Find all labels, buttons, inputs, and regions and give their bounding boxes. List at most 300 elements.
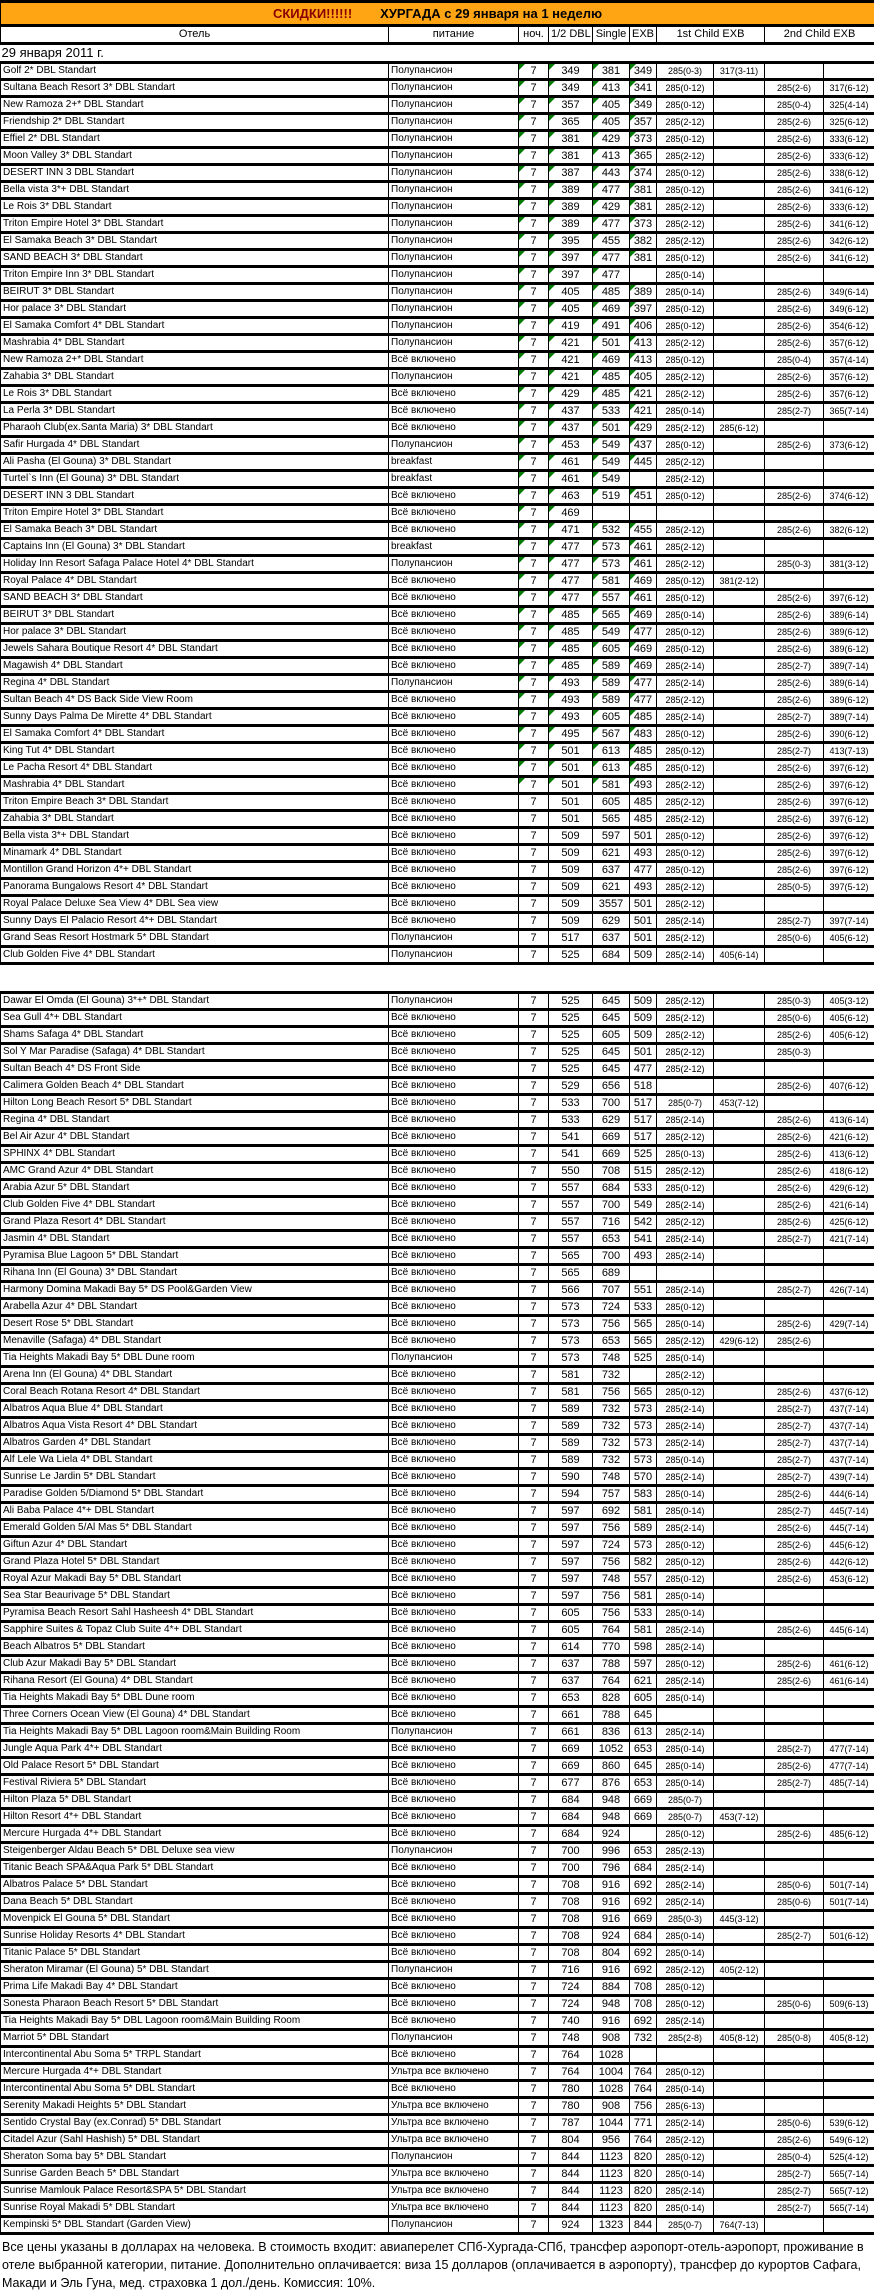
comment-marker-icon bbox=[593, 540, 599, 546]
single-price-cell: 707 bbox=[593, 1282, 630, 1299]
first-child-exb-cell-b bbox=[714, 1588, 765, 1605]
meal-plan-cell: Полупансион bbox=[389, 165, 519, 182]
second-child-exb-cell: 285(2-7) bbox=[765, 1452, 824, 1469]
comment-marker-icon bbox=[519, 438, 525, 444]
comment-marker-icon bbox=[593, 81, 599, 87]
comment-marker-icon bbox=[519, 574, 525, 580]
meal-plan-cell: Ультра все включено bbox=[389, 2132, 519, 2149]
hotel-row bbox=[1, 301, 874, 318]
second-child-exb-cell: 285(2-6) bbox=[765, 1486, 824, 1503]
exb-price-cell: 692 bbox=[630, 1894, 657, 1911]
nights-cell: 7 bbox=[519, 1690, 549, 1707]
first-child-exb-cell-b bbox=[714, 1537, 765, 1554]
nights-cell: 7 bbox=[519, 913, 549, 930]
first-child-exb-cell-b: 317(3-11) bbox=[714, 63, 765, 80]
first-child-exb-cell: 285(0-12) bbox=[657, 1826, 714, 1843]
first-child-exb-cell-b bbox=[714, 2149, 765, 2166]
exb-price-cell: 501 bbox=[630, 896, 657, 913]
first-child-exb-cell-b bbox=[714, 709, 765, 726]
single-price-cell: 916 bbox=[593, 2013, 630, 2030]
first-child-exb-cell: 285(2-12) bbox=[657, 233, 714, 250]
exb-price-cell: 542 bbox=[630, 1214, 657, 1231]
hotel-row bbox=[1, 794, 874, 811]
meal-plan-cell: Всё включено bbox=[389, 1911, 519, 1928]
nights-cell: 7 bbox=[519, 1775, 549, 1792]
half-dbl-price-cell: 581 bbox=[549, 1367, 593, 1384]
nights-cell: 7 bbox=[519, 1996, 549, 2013]
comment-marker-icon bbox=[630, 557, 636, 563]
comment-marker-icon bbox=[549, 200, 555, 206]
hotel-name-cell: Kempinski 5* DBL Standart (Garden View) bbox=[1, 2217, 389, 2234]
second-child-exb-cell: 285(0-8) bbox=[765, 2030, 824, 2047]
second-child-exb-cell bbox=[765, 2217, 824, 2234]
meal-plan-cell: Всё включено bbox=[389, 522, 519, 539]
first-child-exb-cell-b bbox=[714, 1316, 765, 1333]
first-child-exb-cell: 285(0-12) bbox=[657, 182, 714, 199]
hotel-row bbox=[1, 1588, 874, 1605]
nights-cell: 7 bbox=[519, 794, 549, 811]
meal-plan-cell: Всё включено bbox=[389, 624, 519, 641]
second-child-exb-cell: 285(2-6) bbox=[765, 1078, 824, 1095]
half-dbl-price-cell: 529 bbox=[549, 1078, 593, 1095]
half-dbl-price-cell: 661 bbox=[549, 1707, 593, 1724]
first-child-exb-cell-b bbox=[714, 828, 765, 845]
hotel-name-cell: SAND BEACH 3* DBL Standart bbox=[1, 250, 389, 267]
hotel-row bbox=[1, 114, 874, 131]
comment-marker-icon bbox=[549, 438, 555, 444]
exb-price-cell: 485 bbox=[630, 743, 657, 760]
nights-cell: 7 bbox=[519, 1231, 549, 1248]
first-child-exb-cell: 285(2-12) bbox=[657, 692, 714, 709]
first-child-exb-cell-b bbox=[714, 301, 765, 318]
first-child-exb-cell: 285(2-12) bbox=[657, 1129, 714, 1146]
second-child-exb-cell: 285(2-6) bbox=[765, 1520, 824, 1537]
comment-marker-icon bbox=[630, 115, 636, 121]
meal-plan-cell: Всё включено bbox=[389, 879, 519, 896]
exb-price-cell: 381 bbox=[630, 182, 657, 199]
hotel-row bbox=[1, 522, 874, 539]
second-child-exb-cell-b: 405(6-12) bbox=[824, 930, 874, 947]
second-child-exb-cell: 285(0-4) bbox=[765, 97, 824, 114]
first-child-exb-cell: 285(0-14) bbox=[657, 1945, 714, 1962]
first-child-exb-cell: 285(0-7) bbox=[657, 1792, 714, 1809]
single-price-cell: 708 bbox=[593, 1163, 630, 1180]
first-child-exb-cell: 285(0-14) bbox=[657, 1350, 714, 1367]
meal-plan-cell: Полупансион bbox=[389, 556, 519, 573]
hotel-name-cell: Captains Inn (El Gouna) 3* DBL Standart bbox=[1, 539, 389, 556]
single-price-cell: 532 bbox=[593, 522, 630, 539]
first-child-exb-cell: 285(0-12) bbox=[657, 1554, 714, 1571]
second-child-exb-cell-b: 325(4-14) bbox=[824, 97, 874, 114]
meal-plan-cell: Всё включено bbox=[389, 1571, 519, 1588]
hotel-name-cell: Grand Seas Resort Hostmark 5* DBL Standart bbox=[1, 930, 389, 947]
hotel-row bbox=[1, 1639, 874, 1656]
second-child-exb-cell-b bbox=[824, 471, 874, 488]
meal-plan-cell: Полупансион bbox=[389, 199, 519, 216]
comment-marker-icon bbox=[549, 676, 555, 682]
single-price-cell: 557 bbox=[593, 590, 630, 607]
exb-price-cell: 692 bbox=[630, 2013, 657, 2030]
single-price-cell: 381 bbox=[593, 63, 630, 80]
nights-cell: 7 bbox=[519, 2030, 549, 2047]
exb-price-cell: 565 bbox=[630, 1316, 657, 1333]
comment-marker-icon bbox=[549, 268, 555, 274]
second-child-exb-cell-b bbox=[824, 1724, 874, 1741]
hotel-row bbox=[1, 845, 874, 862]
exb-price-cell: 381 bbox=[630, 199, 657, 216]
comment-marker-icon bbox=[519, 421, 525, 427]
second-child-exb-cell-b: 389(6-12) bbox=[824, 641, 874, 658]
hotel-row bbox=[1, 1384, 874, 1401]
half-dbl-price-cell: 740 bbox=[549, 2013, 593, 2030]
hotel-name-cell: El Samaka Beach 3* DBL Standart bbox=[1, 522, 389, 539]
hotel-row bbox=[1, 1367, 874, 1384]
first-child-exb-cell: 285(0-12) bbox=[657, 1537, 714, 1554]
comment-marker-icon bbox=[630, 149, 636, 155]
first-child-exb-cell: 285(0-12) bbox=[657, 743, 714, 760]
hotel-name-cell: Beach Albatros 5* DBL Standart bbox=[1, 1639, 389, 1656]
comment-marker-icon bbox=[630, 455, 636, 461]
comment-marker-icon bbox=[630, 744, 636, 750]
first-child-exb-cell: 285(0-3) bbox=[657, 63, 714, 80]
hotel-name-cell: Alf Lele Wa Liela 4* DBL Standart bbox=[1, 1452, 389, 1469]
single-price-cell: 700 bbox=[593, 1248, 630, 1265]
first-child-exb-cell: 285(0-12) bbox=[657, 726, 714, 743]
second-child-exb-cell-b: 421(6-14) bbox=[824, 1197, 874, 1214]
half-dbl-price-cell: 477 bbox=[549, 573, 593, 590]
comment-marker-icon bbox=[593, 132, 599, 138]
half-dbl-price-cell: 844 bbox=[549, 2149, 593, 2166]
hotel-name-cell: Festival Riviera 5* DBL Standart bbox=[1, 1775, 389, 1792]
first-child-exb-cell: 285(0-12) bbox=[657, 301, 714, 318]
exb-price-cell: 405 bbox=[630, 369, 657, 386]
nights-cell: 7 bbox=[519, 1452, 549, 1469]
meal-plan-cell: Полупансион bbox=[389, 993, 519, 1010]
single-price-cell: 469 bbox=[593, 301, 630, 318]
hotel-name-cell: Royal Azur Makadi Bay 5* DBL Standart bbox=[1, 1571, 389, 1588]
hotel-row bbox=[1, 1435, 874, 1452]
nights-cell: 7 bbox=[519, 993, 549, 1010]
hotel-name-cell: Safir Hurgada 4* DBL Standart bbox=[1, 437, 389, 454]
second-child-exb-cell: 285(2-7) bbox=[765, 1741, 824, 1758]
second-child-exb-cell: 285(2-6) bbox=[765, 1656, 824, 1673]
nights-cell: 7 bbox=[519, 522, 549, 539]
hotel-name-cell: Magawish 4* DBL Standart bbox=[1, 658, 389, 675]
meal-plan-cell: Всё включено bbox=[389, 505, 519, 522]
first-child-exb-cell-b bbox=[714, 1690, 765, 1707]
half-dbl-price-cell: 509 bbox=[549, 896, 593, 913]
first-child-exb-cell-b bbox=[714, 896, 765, 913]
second-child-exb-cell-b: 389(6-12) bbox=[824, 624, 874, 641]
meal-plan-cell: Всё включено bbox=[389, 1010, 519, 1027]
second-child-exb-cell: 285(2-6) bbox=[765, 284, 824, 301]
first-child-exb-cell-b bbox=[714, 726, 765, 743]
single-price-cell: 756 bbox=[593, 1520, 630, 1537]
first-child-exb-cell: 285(2-12) bbox=[657, 539, 714, 556]
meal-plan-cell: Всё включено bbox=[389, 607, 519, 624]
comment-marker-icon bbox=[549, 285, 555, 291]
col-header-exb: EXB bbox=[630, 26, 657, 44]
first-child-exb-cell: 285(2-14) bbox=[657, 947, 714, 964]
nights-cell: 7 bbox=[519, 896, 549, 913]
single-price-cell: 613 bbox=[593, 760, 630, 777]
half-dbl-price-cell: 525 bbox=[549, 947, 593, 964]
half-dbl-price-cell: 463 bbox=[549, 488, 593, 505]
first-child-exb-cell-b bbox=[714, 1299, 765, 1316]
single-price-cell: 653 bbox=[593, 1333, 630, 1350]
second-child-exb-cell-b bbox=[824, 1911, 874, 1928]
first-child-exb-cell: 285(2-14) bbox=[657, 2013, 714, 2030]
comment-marker-icon bbox=[549, 387, 555, 393]
hotel-row bbox=[1, 573, 874, 590]
first-child-exb-cell: 285(2-14) bbox=[657, 1639, 714, 1656]
first-child-exb-cell: 285(0-12) bbox=[657, 80, 714, 97]
exb-price-cell: 653 bbox=[630, 1843, 657, 1860]
second-child-exb-cell-b: 437(7-14) bbox=[824, 1435, 874, 1452]
second-child-exb-cell-b: 397(6-12) bbox=[824, 590, 874, 607]
first-child-exb-cell: 285(2-14) bbox=[657, 2115, 714, 2132]
first-child-exb-cell-b bbox=[714, 131, 765, 148]
first-child-exb-cell-b bbox=[714, 2081, 765, 2098]
second-child-exb-cell-b: 442(6-12) bbox=[824, 1554, 874, 1571]
first-child-exb-cell-b bbox=[714, 590, 765, 607]
hotel-name-cell: Royal Palace Deluxe Sea View 4* DBL Sea view bbox=[1, 896, 389, 913]
meal-plan-cell: Всё включено bbox=[389, 862, 519, 879]
comment-marker-icon bbox=[519, 472, 525, 478]
half-dbl-price-cell: 501 bbox=[549, 794, 593, 811]
half-dbl-price-cell: 387 bbox=[549, 165, 593, 182]
hotel-row bbox=[1, 1112, 874, 1129]
comment-marker-icon bbox=[630, 64, 636, 70]
single-price-cell: 637 bbox=[593, 930, 630, 947]
nights-cell: 7 bbox=[519, 182, 549, 199]
comment-marker-icon bbox=[549, 166, 555, 172]
hotel-name-cell: Citadel Azur (Sahl Hashish) 5* DBL Standart bbox=[1, 2132, 389, 2149]
hotel-name-cell: BEIRUT 3* DBL Standart bbox=[1, 284, 389, 301]
single-price-cell: 1044 bbox=[593, 2115, 630, 2132]
first-child-exb-cell-b bbox=[714, 318, 765, 335]
single-price-cell: 621 bbox=[593, 879, 630, 896]
meal-plan-cell: Полупансион bbox=[389, 301, 519, 318]
meal-plan-cell: Всё включено bbox=[389, 1078, 519, 1095]
exb-price-cell: 565 bbox=[630, 1384, 657, 1401]
exb-price-cell bbox=[630, 267, 657, 284]
meal-plan-cell: Всё включено bbox=[389, 1316, 519, 1333]
single-price-cell: 948 bbox=[593, 1792, 630, 1809]
second-child-exb-cell: 285(2-7) bbox=[765, 2166, 824, 2183]
hotel-name-cell: Club Golden Five 4* DBL Standart bbox=[1, 1197, 389, 1214]
comment-marker-icon bbox=[630, 353, 636, 359]
nights-cell: 7 bbox=[519, 743, 549, 760]
half-dbl-price-cell: 708 bbox=[549, 1945, 593, 1962]
second-child-exb-cell-b: 341(6-12) bbox=[824, 216, 874, 233]
half-dbl-price-cell: 844 bbox=[549, 2183, 593, 2200]
first-child-exb-cell-b bbox=[714, 1163, 765, 1180]
half-dbl-price-cell: 397 bbox=[549, 250, 593, 267]
first-child-exb-cell-b bbox=[714, 505, 765, 522]
second-child-exb-cell: 285(2-6) bbox=[765, 641, 824, 658]
meal-plan-cell: Полупансион bbox=[389, 947, 519, 964]
hotel-row bbox=[1, 624, 874, 641]
exb-price-cell: 365 bbox=[630, 148, 657, 165]
nights-cell: 7 bbox=[519, 1520, 549, 1537]
second-child-exb-cell-b: 437(7-14) bbox=[824, 1452, 874, 1469]
exb-price-cell: 509 bbox=[630, 1027, 657, 1044]
single-price-cell: 692 bbox=[593, 1503, 630, 1520]
exb-price-cell: 573 bbox=[630, 1435, 657, 1452]
first-child-exb-cell-b bbox=[714, 1486, 765, 1503]
single-price-cell: 1004 bbox=[593, 2064, 630, 2081]
hotel-name-cell: Sultana Beach Resort 3* DBL Standart bbox=[1, 80, 389, 97]
second-child-exb-cell bbox=[765, 2098, 824, 2115]
meal-plan-cell: Всё включено bbox=[389, 1690, 519, 1707]
first-child-exb-cell: 285(0-12) bbox=[657, 1996, 714, 2013]
meal-plan-cell: Всё включено bbox=[389, 1928, 519, 1945]
nights-cell: 7 bbox=[519, 488, 549, 505]
meal-plan-cell: Всё включено bbox=[389, 1095, 519, 1112]
nights-cell: 7 bbox=[519, 1809, 549, 1826]
half-dbl-price-cell: 716 bbox=[549, 1962, 593, 1979]
half-dbl-price-cell: 485 bbox=[549, 624, 593, 641]
hotel-name-cell: Turtel`s Inn (El Gouna) 3* DBL Standart bbox=[1, 471, 389, 488]
first-child-exb-cell: 285(2-14) bbox=[657, 1622, 714, 1639]
meal-plan-cell: Полупансион bbox=[389, 250, 519, 267]
comment-marker-icon bbox=[549, 64, 555, 70]
first-child-exb-cell-b bbox=[714, 1758, 765, 1775]
meal-plan-cell: Полупансион bbox=[389, 1962, 519, 1979]
exb-price-cell: 373 bbox=[630, 131, 657, 148]
first-child-exb-cell: 285(2-12) bbox=[657, 794, 714, 811]
hotel-row bbox=[1, 1129, 874, 1146]
hotel-name-cell: Sheraton Soma bay 5* DBL Standart bbox=[1, 2149, 389, 2166]
hotel-row bbox=[1, 590, 874, 607]
half-dbl-price-cell: 653 bbox=[549, 1690, 593, 1707]
second-child-exb-cell: 285(2-6) bbox=[765, 794, 824, 811]
nights-cell: 7 bbox=[519, 2047, 549, 2064]
single-price-cell: 485 bbox=[593, 386, 630, 403]
second-child-exb-cell bbox=[765, 267, 824, 284]
exb-price-cell: 573 bbox=[630, 1401, 657, 1418]
footer-note: Все цены указаны в долларах на человека. В стоимость входит: авиаперелет СПб-Хургада-СПб, трансфер аэропорт-отель-аэропорт, проживание в отеле выбранной категории, питание. Дополнительно оплачивается: виза 15 долларов (оплачивается в аэропорту), трансфер до курортов Сафага, Макади и Эль Гуна, мед. страховка 1 дол./день. Комиссия: 10%. bbox=[0, 2235, 874, 2292]
hotel-row bbox=[1, 2013, 874, 2030]
hotel-row bbox=[1, 1962, 874, 1979]
hotel-row bbox=[1, 471, 874, 488]
comment-marker-icon bbox=[519, 710, 525, 716]
first-child-exb-cell-b bbox=[714, 216, 765, 233]
nights-cell: 7 bbox=[519, 845, 549, 862]
meal-plan-cell: Всё включено bbox=[389, 1146, 519, 1163]
hotel-row bbox=[1, 267, 874, 284]
comment-marker-icon bbox=[630, 710, 636, 716]
first-child-exb-cell: 285(2-12) bbox=[657, 1333, 714, 1350]
hotel-row bbox=[1, 1401, 874, 1418]
second-child-exb-cell: 285(2-6) bbox=[765, 590, 824, 607]
half-dbl-price-cell: 397 bbox=[549, 267, 593, 284]
second-child-exb-cell-b bbox=[824, 2064, 874, 2081]
meal-plan-cell: Полупансион bbox=[389, 97, 519, 114]
comment-marker-icon bbox=[519, 149, 525, 155]
second-child-exb-cell bbox=[765, 420, 824, 437]
second-child-exb-cell: 285(2-6) bbox=[765, 1214, 824, 1231]
exb-price-cell: 517 bbox=[630, 1112, 657, 1129]
hotel-name-cell: Hilton Long Beach Resort 5* DBL Standart bbox=[1, 1095, 389, 1112]
second-child-exb-cell: 285(0-6) bbox=[765, 1010, 824, 1027]
half-dbl-price-cell: 477 bbox=[549, 539, 593, 556]
comment-marker-icon bbox=[630, 81, 636, 87]
meal-plan-cell: Всё включено bbox=[389, 1809, 519, 1826]
hotel-name-cell: El Samaka Comfort 4* DBL Standart bbox=[1, 726, 389, 743]
first-child-exb-cell-b: 405(6-14) bbox=[714, 947, 765, 964]
single-price-cell: 1123 bbox=[593, 2166, 630, 2183]
comment-marker-icon bbox=[630, 404, 636, 410]
half-dbl-price-cell: 590 bbox=[549, 1469, 593, 1486]
second-child-exb-cell: 285(2-6) bbox=[765, 1027, 824, 1044]
comment-marker-icon bbox=[630, 625, 636, 631]
first-child-exb-cell: 285(0-12) bbox=[657, 1979, 714, 1996]
hotel-name-cell: El Samaka Comfort 4* DBL Standart bbox=[1, 318, 389, 335]
single-price-cell: 605 bbox=[593, 709, 630, 726]
exb-price-cell: 515 bbox=[630, 1163, 657, 1180]
hotel-row bbox=[1, 1826, 874, 1843]
comment-marker-icon bbox=[549, 540, 555, 546]
half-dbl-price-cell: 594 bbox=[549, 1486, 593, 1503]
half-dbl-price-cell: 477 bbox=[549, 556, 593, 573]
first-child-exb-cell: 285(0-14) bbox=[657, 403, 714, 420]
first-child-exb-cell: 285(2-14) bbox=[657, 1248, 714, 1265]
half-dbl-price-cell: 708 bbox=[549, 1877, 593, 1894]
second-child-exb-cell: 285(2-6) bbox=[765, 386, 824, 403]
nights-cell: 7 bbox=[519, 1826, 549, 1843]
second-child-exb-cell: 285(2-6) bbox=[765, 1333, 824, 1350]
second-child-exb-cell: 285(2-6) bbox=[765, 675, 824, 692]
hotel-name-cell: Albatros Aqua Vista Resort 4* DBL Standart bbox=[1, 1418, 389, 1435]
half-dbl-price-cell: 557 bbox=[549, 1231, 593, 1248]
single-price-cell: 916 bbox=[593, 1962, 630, 1979]
hotel-row bbox=[1, 777, 874, 794]
single-price-cell: 405 bbox=[593, 97, 630, 114]
second-child-exb-cell bbox=[765, 1809, 824, 1826]
second-child-exb-cell-b: 374(6-12) bbox=[824, 488, 874, 505]
second-child-exb-cell bbox=[765, 1605, 824, 1622]
meal-plan-cell: Полупансион bbox=[389, 80, 519, 97]
hotel-name-cell: SAND BEACH 3* DBL Standart bbox=[1, 590, 389, 607]
half-dbl-price-cell: 804 bbox=[549, 2132, 593, 2149]
comment-marker-icon bbox=[519, 761, 525, 767]
nights-cell: 7 bbox=[519, 1435, 549, 1452]
exb-price-cell: 341 bbox=[630, 80, 657, 97]
single-price-cell: 405 bbox=[593, 114, 630, 131]
hotel-name-cell: Sea Gull 4*+ DBL Standart bbox=[1, 1010, 389, 1027]
first-child-exb-cell-b bbox=[714, 403, 765, 420]
exb-price-cell: 501 bbox=[630, 1044, 657, 1061]
first-child-exb-cell: 285(2-13) bbox=[657, 1843, 714, 1860]
half-dbl-price-cell: 389 bbox=[549, 182, 593, 199]
second-child-exb-cell bbox=[765, 1350, 824, 1367]
second-child-exb-cell-b: 354(6-12) bbox=[824, 318, 874, 335]
hotel-row bbox=[1, 828, 874, 845]
nights-cell: 7 bbox=[519, 930, 549, 947]
hotel-name-cell: Bel Air Azur 4* DBL Standart bbox=[1, 1129, 389, 1146]
exb-price-cell: 692 bbox=[630, 1962, 657, 1979]
half-dbl-price-cell: 597 bbox=[549, 1554, 593, 1571]
comment-marker-icon bbox=[519, 336, 525, 342]
hotel-name-cell: Old Palace Resort 5* DBL Standart bbox=[1, 1758, 389, 1775]
comment-marker-icon bbox=[519, 506, 525, 512]
first-child-exb-cell-b bbox=[714, 641, 765, 658]
first-child-exb-cell-b bbox=[714, 80, 765, 97]
first-child-exb-cell: 285(0-14) bbox=[657, 607, 714, 624]
first-child-exb-cell-b bbox=[714, 624, 765, 641]
